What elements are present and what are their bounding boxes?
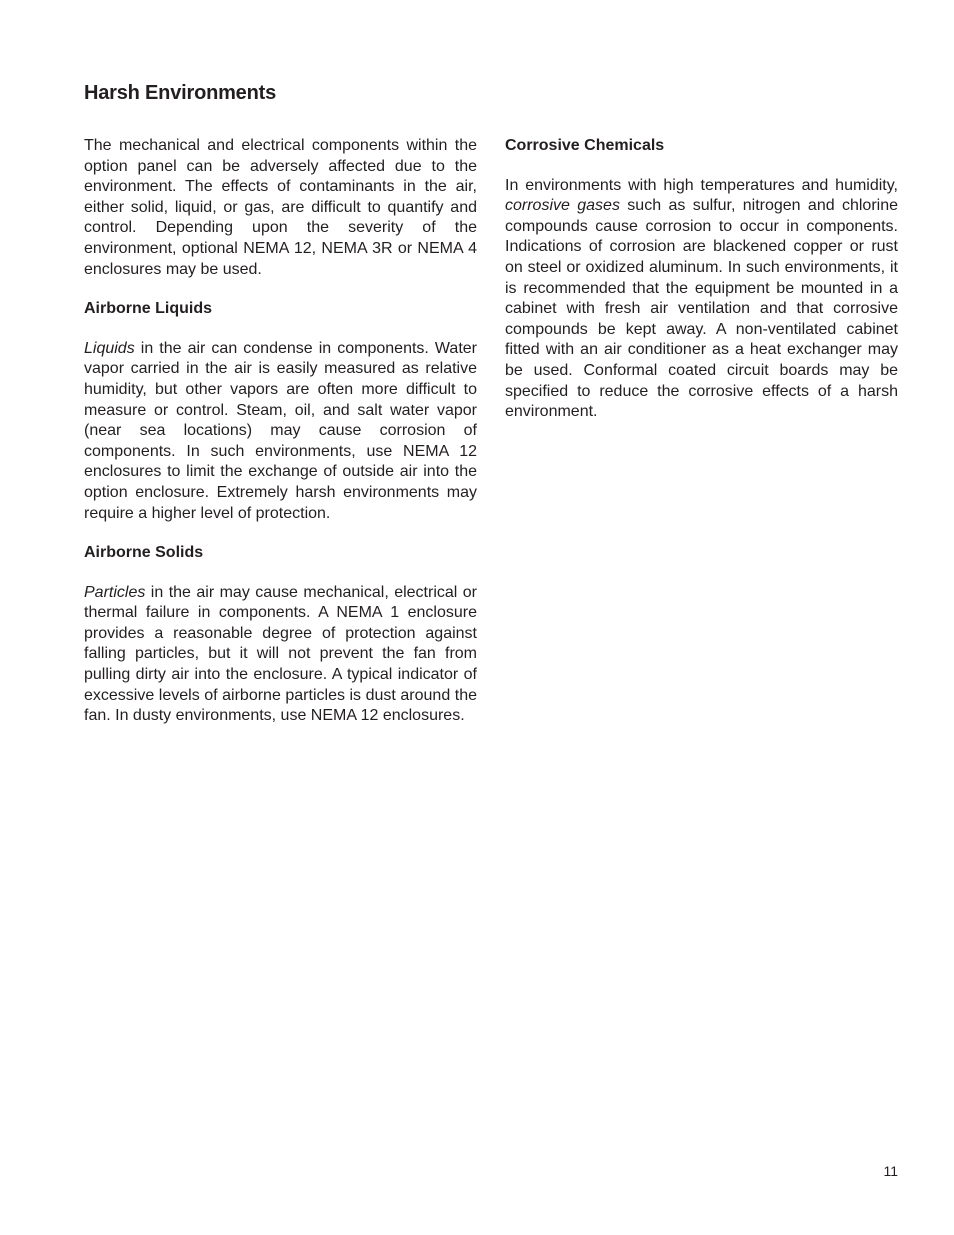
intro-paragraph: The mechanical and electrical components within the option panel can be adversely affected due to the environment. The effects of contaminants in the air, either solid, liquid, or gas, are difficult to quantify and control. Depending upon the severity of the environment, optional NEMA 12, NEMA 3R or NEMA 4 enclosures may be used. — [84, 137, 477, 278]
solids-lead-term: Particles — [84, 583, 146, 601]
airborne-solids-paragraph — [84, 583, 477, 727]
corrosive-chemicals-paragraph — [505, 176, 898, 423]
airborne-liquids-paragraph — [84, 339, 477, 524]
solids-body-text: in the air may cause mechanical, electrical or thermal failure in components. A NEMA 1 enclosure provides a reasonable degree of protection against falling particles, but it will not prevent the fan from pulling dirty air into the enclosure. A typical indicator of excessive levels of airborne particles is dust around the fan. In dusty environments, use NEMA 12 enclosures. — [84, 583, 477, 725]
corrosive-intro-text: In environments with high temperatures and humidity, — [505, 176, 898, 194]
page-title: Harsh Environments — [84, 82, 277, 104]
corrosive-gases-term: corrosive gases — [505, 197, 620, 215]
airborne-liquids-heading: Airborne Liquids — [84, 300, 212, 318]
left-column — [84, 136, 477, 746]
liquids-body-text: in the air can condense in components. Water vapor carried in the air is easily measured as relative humidity, but other vapors are often more difficult to measure or control. Steam, oil, and salt water vapor (near sea locations) may cause corrosion of components. In such environments, use NEMA 12 enclosures to limit the exchange of outside air into the option enclosure. Extremely harsh environments may require a higher level of protection. — [84, 339, 477, 522]
corrosive-body-text: such as sulfur, nitrogen and chlorine compounds cause corrosion to occur in components. Indications of corrosion are blackened copper or rust on steel or oxidized aluminum. In such environments, it is recommended that the equipment be mounted in a cabinet with fresh air ventilation and that corrosive compounds be kept away. A non-ventilated cabinet fitted with an air conditioner as a heat exchanger may be used. Conformal coated circuit boards may be specified to reduce the corrosive effects of a harsh environment. — [505, 197, 898, 421]
airborne-solids-heading: Airborne Solids — [84, 544, 204, 562]
liquids-lead-term: Liquids — [84, 339, 135, 357]
right-column — [505, 136, 898, 442]
page-number: 11 — [883, 1163, 898, 1179]
corrosive-chemicals-heading: Corrosive Chemicals — [505, 137, 665, 154]
